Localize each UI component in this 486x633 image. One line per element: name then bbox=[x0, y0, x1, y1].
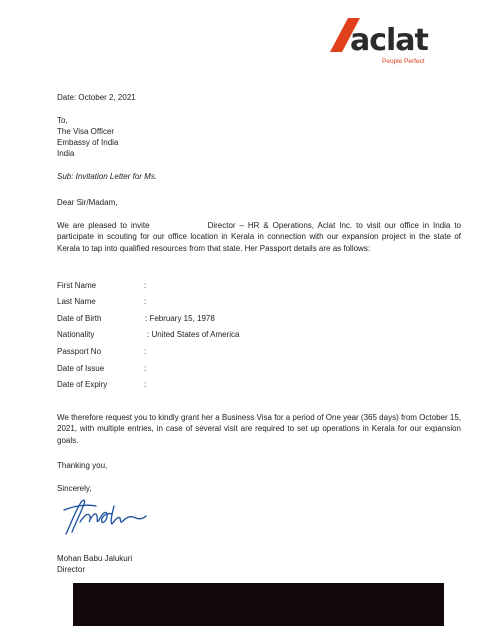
salutation: Dear Sir/Madam, bbox=[57, 198, 118, 207]
detail-value: : bbox=[144, 281, 147, 290]
detail-label: Passport No bbox=[57, 347, 102, 356]
detail-value: : bbox=[144, 297, 147, 306]
detail-value: : bbox=[144, 347, 147, 356]
redaction-bar bbox=[73, 583, 444, 626]
recipient-line: Embassy of India bbox=[57, 138, 119, 147]
detail-label: Last Name bbox=[57, 297, 96, 306]
recipient-line: The Visa Officer bbox=[57, 127, 115, 136]
recipient-line: India bbox=[57, 149, 75, 158]
detail-value: : bbox=[144, 380, 147, 389]
intro-rest: Director – HR & Operations, Aclat Inc. to visit our office in India to participate in scouting for our office location in Kerala in connection with our expansion project in the state of Kerala to tap into qualified resources from that state. Her Passport details are as follows: bbox=[57, 221, 461, 253]
signer-title: Director bbox=[57, 565, 86, 574]
to-line: To, bbox=[57, 116, 68, 125]
detail-label: First Name bbox=[57, 281, 97, 290]
aclat-logo bbox=[328, 18, 440, 68]
letter-date: Date: October 2, 2021 bbox=[57, 93, 136, 102]
request-paragraph: We therefore request you to kindly grant her a Business Visa for a period of One year (365 days) from October 15, 2021, with multiple entries, in case of several visit are required to set up operations in Kerala for our expansion goals. bbox=[57, 413, 461, 445]
detail-label: Date of Birth bbox=[57, 314, 102, 323]
detail-value: : February 15, 1978 bbox=[145, 314, 215, 323]
logo-wordmark: aclat bbox=[350, 23, 428, 58]
detail-label: Date of Expiry bbox=[57, 380, 108, 389]
signature-image bbox=[60, 496, 150, 538]
closing-line: Sincerely, bbox=[57, 484, 92, 493]
intro-lead: We are pleased to invite bbox=[57, 221, 150, 230]
thanks-line: Thanking you, bbox=[57, 461, 108, 470]
subject-line: Sub: Invitation Letter for Ms. bbox=[57, 172, 158, 181]
detail-value: : bbox=[144, 364, 147, 373]
signer-name: Mohan Babu Jalukuri bbox=[57, 554, 133, 563]
detail-value: : United States of America bbox=[147, 330, 240, 339]
logo-tagline: People Perfect bbox=[382, 58, 425, 65]
intro-paragraph bbox=[57, 220, 461, 254]
detail-label: Nationality bbox=[57, 330, 95, 339]
detail-label: Date of Issue bbox=[57, 364, 105, 373]
